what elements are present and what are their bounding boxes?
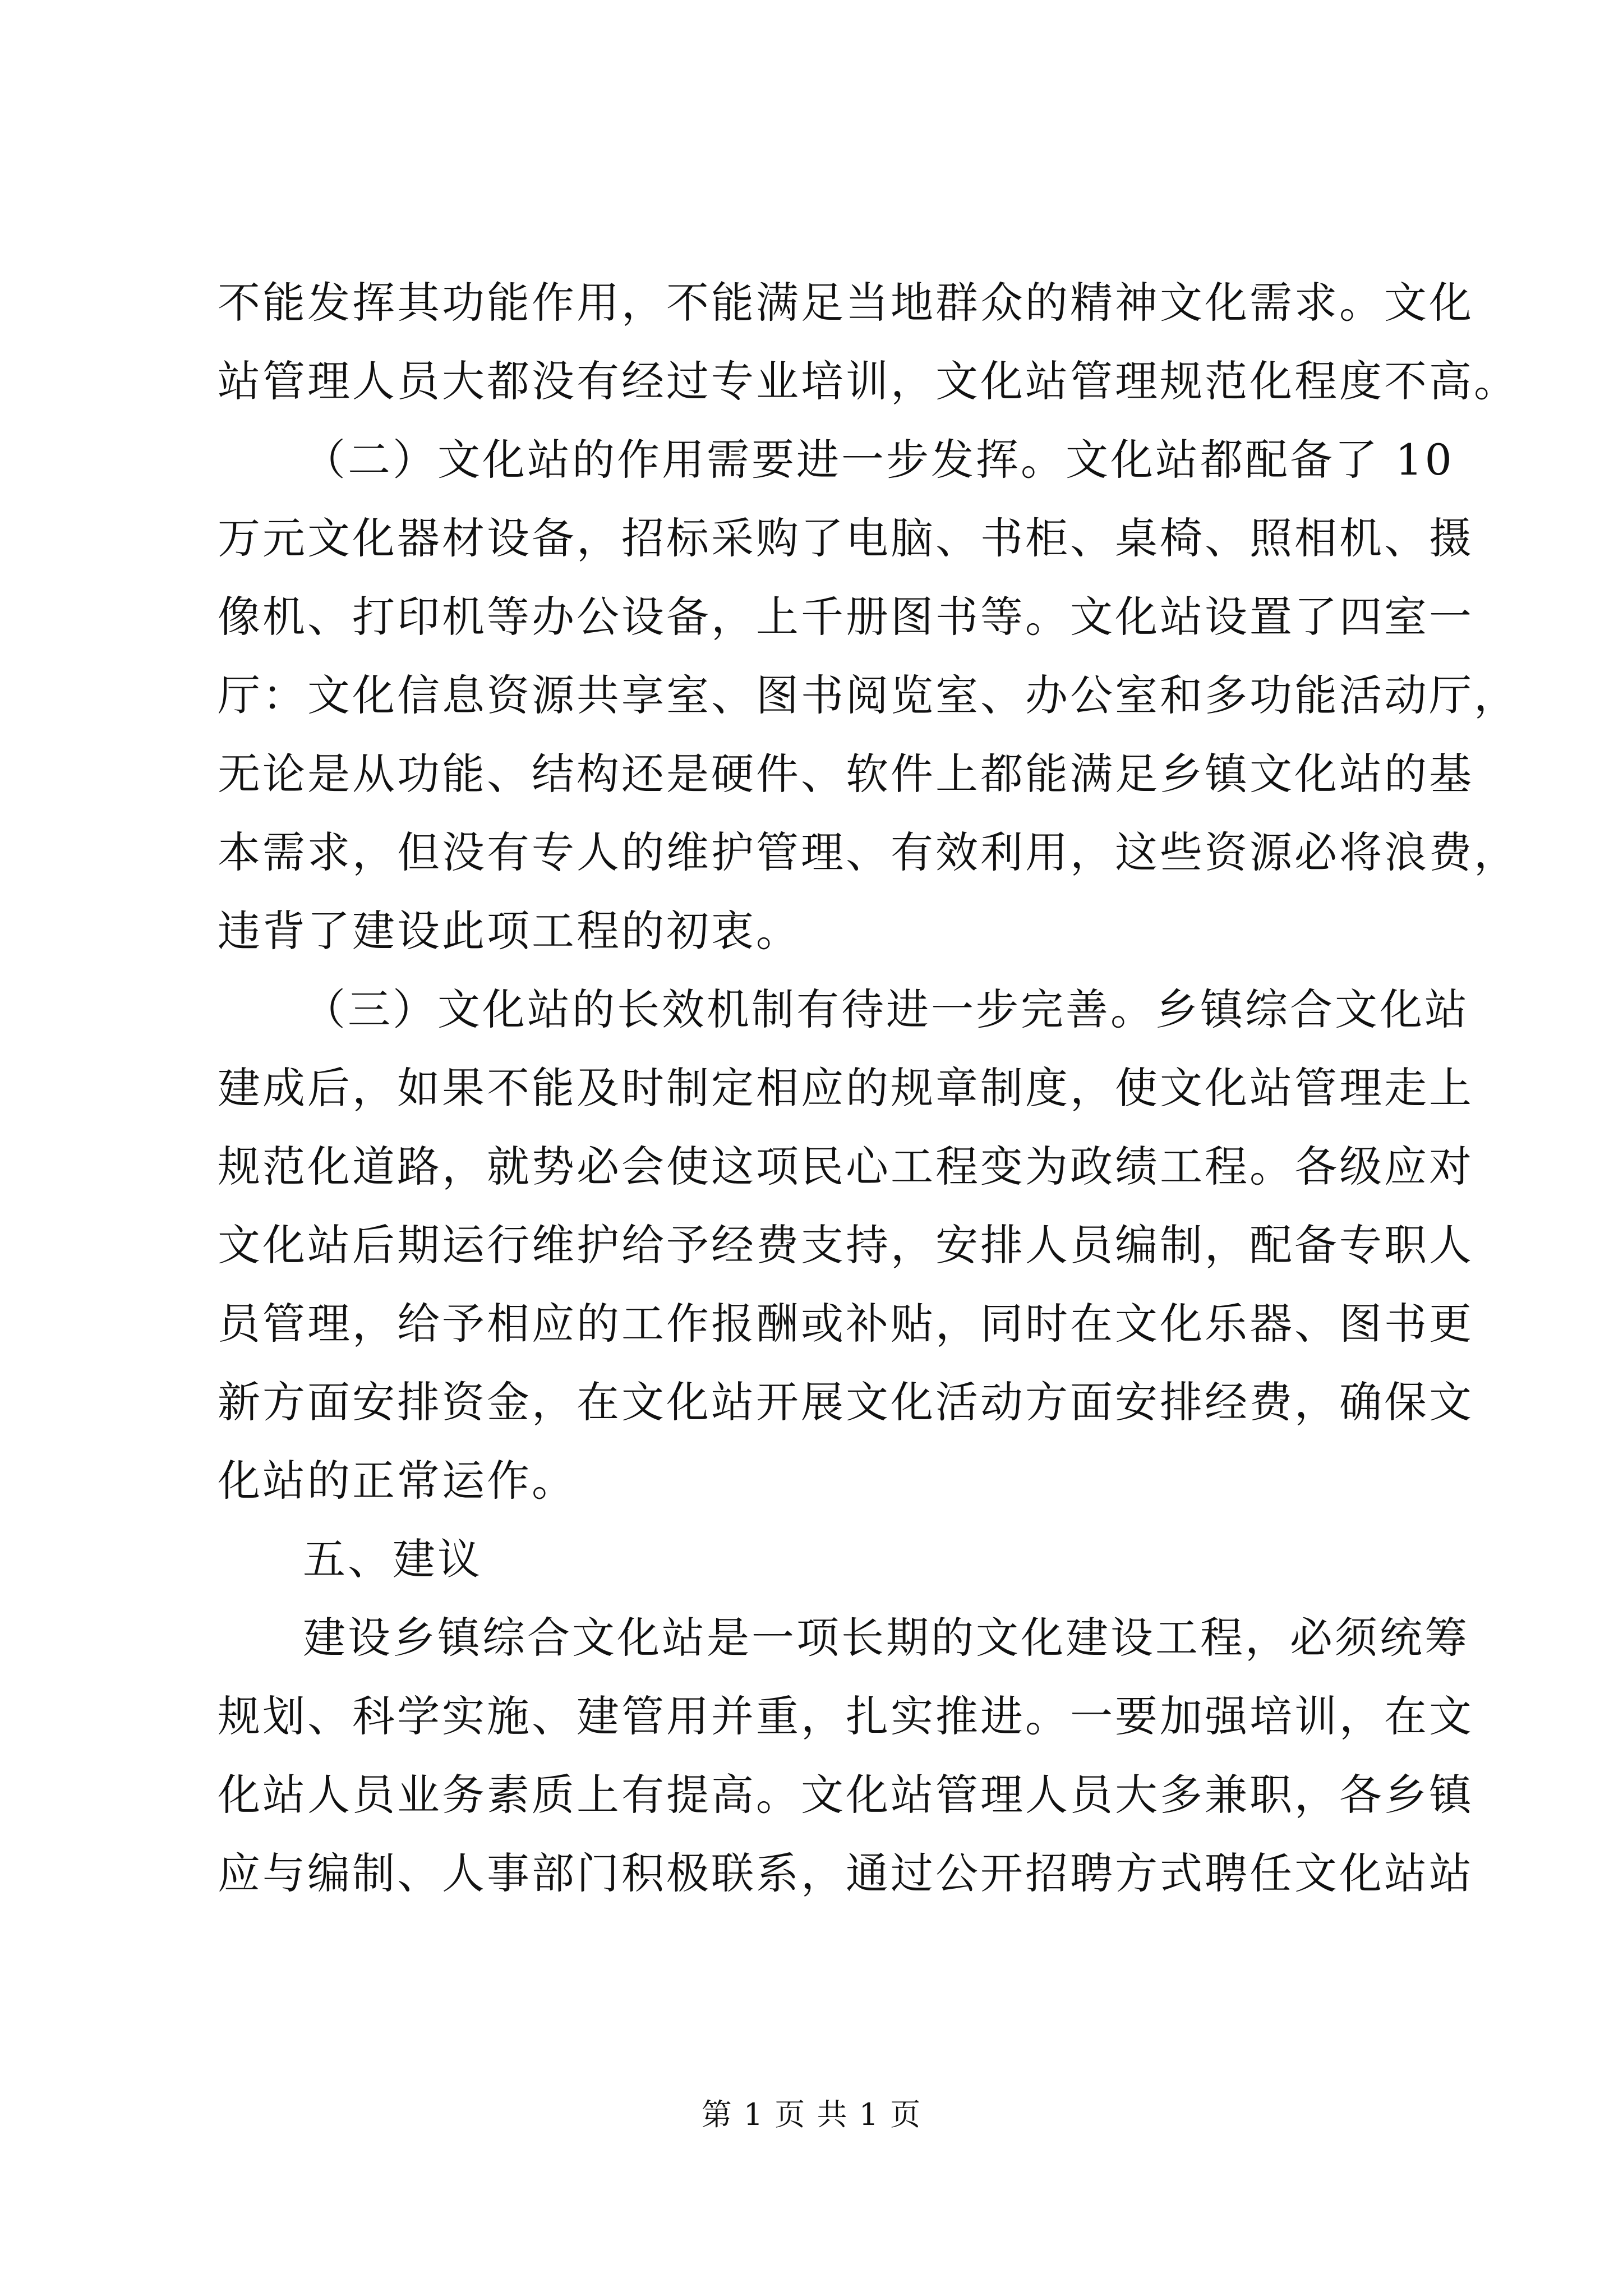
page-number: 第 1 页 共 1 页 xyxy=(701,2097,922,2132)
text-line: 规划、科学实施、建管用并重，扎实推进。一要加强培训，在文 xyxy=(218,1691,1474,1741)
text-line: 化站的正常运作。 xyxy=(218,1456,577,1506)
text-line: 站管理人员大都没有经过专业培训，文化站管理规范化程度不高。 xyxy=(218,356,1519,406)
text-line: 像机、打印机等办公设备，上千册图书等。文化站设置了四室一 xyxy=(218,592,1474,642)
text-line: 不能发挥其功能作用，不能满足当地群众的精神文化需求。文化 xyxy=(218,278,1474,328)
document-body xyxy=(218,264,1519,1913)
text-line: 应与编制、人事部门积极联系，通过公开招聘方式聘任文化站站 xyxy=(218,1848,1474,1898)
text-line: 万元文化器材设备，招标采购了电脑、书柜、桌椅、照相机、摄 xyxy=(218,513,1474,563)
text-line: 员管理，给予相应的工作报酬或补贴，同时在文化乐器、图书更 xyxy=(218,1299,1474,1349)
text-line: 规范化道路，就势必会使这项民心工程变为政绩工程。各级应对 xyxy=(218,1142,1474,1191)
text-line: 违背了建设此项工程的初衷。 xyxy=(218,906,801,956)
text-line: 无论是从功能、结构还是硬件、软件上都能满足乡镇文化站的基 xyxy=(218,749,1474,799)
text-line: 建成后，如果不能及时制定相应的规章制度，使文化站管理走上 xyxy=(218,1063,1474,1113)
text-line: 厅：文化信息资源共享室、图书阅览室、办公室和多功能活动厅， xyxy=(218,670,1519,720)
section-heading: 五、建议 xyxy=(303,1534,482,1584)
page-footer xyxy=(0,2092,1623,2137)
paragraph-start-line: （三）文化站的长效机制有待进一步完善。乡镇综合文化站 xyxy=(303,984,1469,1034)
text-line: 本需求，但没有专人的维护管理、有效利用，这些资源必将浪费， xyxy=(218,827,1519,877)
paragraph-start-line: 建设乡镇综合文化站是一项长期的文化建设工程，必须统筹 xyxy=(303,1613,1469,1663)
paragraph-start-line: （二）文化站的作用需要进一步发挥。文化站都配备了 10 xyxy=(303,435,1454,485)
text-line: 化站人员业务素质上有提高。文化站管理人员大多兼职，各乡镇 xyxy=(218,1770,1474,1820)
text-line: 文化站后期运行维护给予经费支持，安排人员编制，配备专职人 xyxy=(218,1220,1474,1270)
text-line: 新方面安排资金，在文化站开展文化活动方面安排经费，确保文 xyxy=(218,1377,1474,1427)
